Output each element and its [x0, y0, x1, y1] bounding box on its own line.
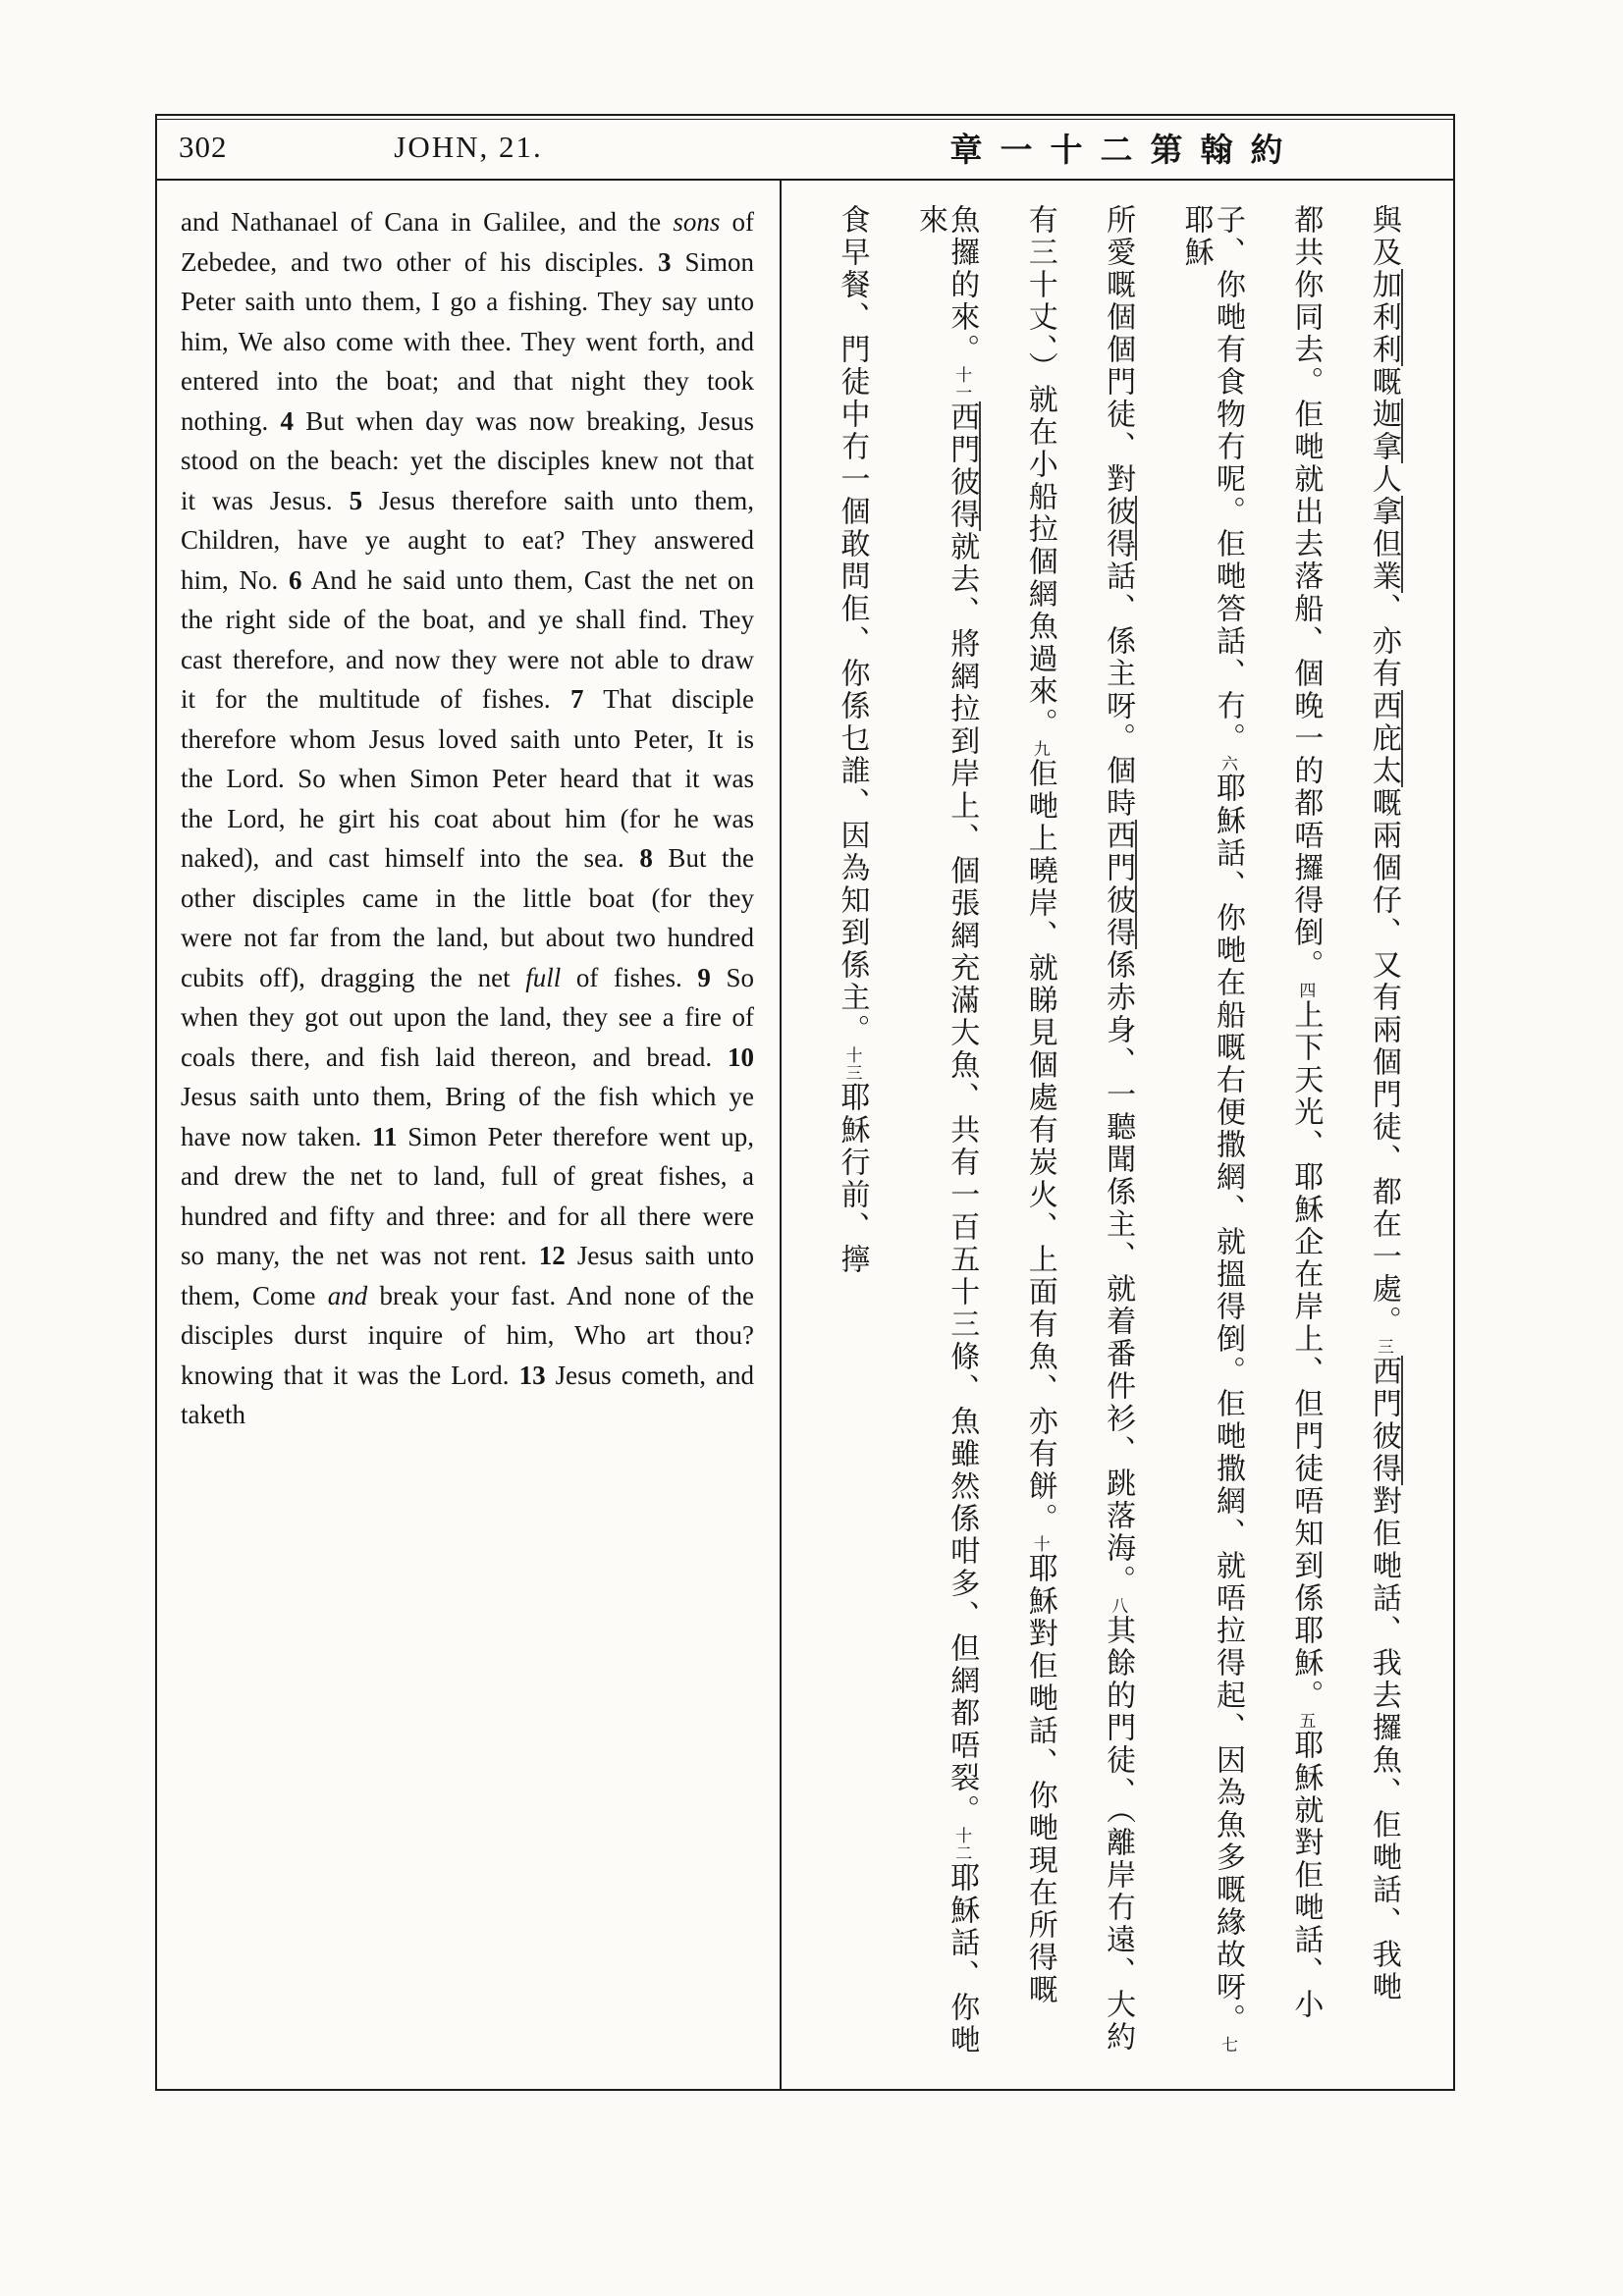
english-column	[157, 181, 780, 2089]
chinese-text-segment: 上下天光、耶穌企在岸上、但門徒唔知到係耶穌。	[1288, 999, 1324, 1712]
chinese-column-2	[1288, 204, 1324, 2071]
english-text-segment: And he said unto them, Cast the net on the right side of the boat, and ye shall find. They cast therefore, and now they were not able to draw it for the multitude of fishes.	[181, 564, 754, 714]
english-text-segment: Jesus therefore saith unto them, Children, have ye aught to eat? They answered him, No.	[181, 485, 754, 595]
chinese-text-segment: 西門彼得	[1101, 820, 1136, 949]
chinese-column-4	[1101, 204, 1136, 2071]
english-text-segment: Simon Peter therefore went up, and drew the net to land, full of great fishes, a hundred and fifty and three: and for all there were so many, the net was not rent.	[181, 1121, 755, 1270]
english-text-segment: But when day was now breaking, Jesus stood on the beach: yet the disciples knew not that it was Jesus.	[181, 405, 754, 515]
chinese-text-segment: 耶穌就對佢哋話、小	[1288, 1730, 1324, 2021]
chinese-text-segment: 七	[1217, 2036, 1237, 2054]
chinese-text-segment: 嘅	[1366, 366, 1401, 399]
header-right	[780, 116, 1453, 179]
chinese-text-segment: 耶穌對佢哋話、你哋現在所得嘅	[1022, 1553, 1057, 2006]
chinese-text-segment: 彼得	[1101, 496, 1136, 561]
chinese-text-segment: 人	[1366, 463, 1401, 496]
english-text-segment: full	[525, 962, 562, 992]
english-text-segment: 8	[639, 843, 653, 873]
english-text	[181, 202, 754, 1435]
english-text-segment: 5	[349, 485, 363, 515]
chinese-columns	[780, 181, 1453, 2089]
chinese-text-segment: 就去、將網拉到岸上、個張網充滿大魚、共有一百五十三條、魚雖然係咁多、但網都唔裂。	[945, 531, 980, 1827]
chinese-text-segment: 西庇太	[1366, 690, 1401, 787]
english-text-segment: Jesus saith unto them, Come	[181, 1241, 754, 1310]
chinese-text-segment: 有三十丈、）就在小船拉個網魚過來。	[1022, 204, 1057, 740]
chinese-text-segment: 西門彼得	[1366, 1356, 1401, 1485]
chinese-column-3	[1179, 204, 1243, 2071]
chinese-text-segment: 魚攞的來。	[945, 204, 980, 366]
chinese-column-5	[1023, 204, 1055, 2071]
chinese-text-segment: 話、係主呀。個時	[1101, 561, 1136, 820]
english-text-segment: 12	[538, 1241, 566, 1270]
chinese-text-segment: 與及	[1366, 204, 1401, 269]
english-text-segment: That disciple therefore whom Jesus loved saith unto Peter, It is the Lord. So when Simon Peter heard that it was the Lord, he girt his coat about him (for he was naked), and cast himself into the sea.	[181, 684, 754, 873]
header-title-english: JOHN, 21.	[394, 130, 543, 164]
english-text-segment: sons	[673, 207, 721, 237]
english-text-segment: So when they got out upon the land, they see a fire of coals there, and fish laid thereon, and bread.	[181, 962, 754, 1072]
chinese-text-segment: 八	[1108, 1597, 1128, 1615]
english-text-segment: 11	[372, 1121, 398, 1151]
page-number: 302	[179, 130, 228, 164]
chinese-text-segment: 對佢哋話、我去攞魚、佢哋話、我哋	[1366, 1485, 1401, 2003]
english-text-segment: 9	[697, 962, 711, 992]
english-text-segment: 10	[728, 1041, 754, 1072]
chinese-text-segment: 耶穌話、你哋來	[912, 204, 980, 2056]
chinese-text-segment: 食早餐、門徒中冇一個敢問佢、你係乜誰、因為知到係主。	[835, 204, 870, 1046]
page-frame	[155, 114, 1455, 2091]
chinese-text-segment: 加利利	[1366, 269, 1401, 366]
chinese-text-segment: 耶穌行前、擰	[835, 1082, 870, 1276]
english-text-segment: Simon Peter saith unto them, I go a fishing. They say unto him, We also come with thee. They went forth, and entered into the boat; and that night they took nothing.	[181, 246, 754, 436]
english-text-segment: 6	[289, 564, 302, 595]
english-text-segment: break your fast. And none of the disciples durst inquire of him, Who art thou? knowing that it was the Lord.	[181, 1280, 754, 1390]
chinese-text-segment: 十三	[841, 1046, 862, 1082]
chinese-text-segment: 十二	[951, 1827, 972, 1862]
chinese-text-segment: 四	[1295, 982, 1316, 999]
chinese-text-segment: 佢哋上曉岸、就睇見個處有炭火、上面有魚、亦有餅。	[1022, 758, 1057, 1535]
chinese-text-segment: 十	[1029, 1535, 1050, 1553]
chinese-text-segment: 六	[1217, 755, 1237, 773]
chinese-text-segment: 迦拿	[1366, 399, 1401, 463]
page-header	[157, 116, 1453, 181]
english-text-segment: of Zebedee, and two other of his disciples.	[181, 207, 754, 277]
chinese-text-segment: 耶穌話、你哋在船嘅右便撒網、就搵得倒。佢哋撒網、就唔拉得起、因為魚多嘅緣故呀。	[1210, 773, 1245, 2036]
english-text-segment: Jesus saith unto them, Bring of the fish which ye have now taken.	[181, 1082, 754, 1151]
english-text-segment: and Nathanael of Cana in Galilee, and the	[181, 207, 674, 237]
chinese-text-segment: 子、你哋有食物冇呢。佢哋答話、冇。	[1210, 204, 1245, 755]
chinese-text-segment: 十一	[951, 366, 972, 401]
chinese-text-segment: 、亦有	[1366, 593, 1401, 690]
english-text-segment: 7	[569, 684, 584, 714]
header-title-chinese: 章一十二第翰約	[949, 130, 1301, 169]
chinese-text-segment: 嘅兩個仔、又有兩個門徒、都在一處。	[1366, 787, 1401, 1338]
chinese-text-segment: 九	[1029, 740, 1050, 758]
chinese-text-segment: 其餘的門徒、（離岸冇遠、大約	[1101, 1615, 1136, 2054]
page-body	[157, 181, 1453, 2089]
chinese-text-segment: 耶穌	[1178, 204, 1214, 269]
chinese-column-7	[835, 204, 870, 2071]
chinese-text-segment: 西門彼得	[945, 401, 980, 531]
chinese-text-segment: 三	[1373, 1338, 1393, 1356]
english-text-segment: 13	[518, 1360, 546, 1390]
chinese-text-segment: 五	[1295, 1712, 1316, 1730]
english-text-segment: But the other disciples came in the little boat (for they were not far from the land, but about two hundred cubits off), dragging the net	[181, 843, 754, 992]
chinese-text-segment: 係赤身、一聽聞係主、就着番件衫、跳落海。	[1101, 949, 1136, 1597]
english-text-segment: and	[327, 1280, 368, 1310]
english-text-segment: of fishes.	[561, 962, 698, 992]
chinese-text-segment: 拿但業	[1366, 496, 1401, 593]
chinese-column-6	[912, 204, 980, 2071]
english-text-segment: 3	[658, 246, 672, 277]
header-left	[157, 116, 780, 179]
chinese-text-segment: 所愛嘅個個門徒、對	[1101, 204, 1136, 496]
english-text-segment: 4	[280, 405, 295, 436]
chinese-column-1	[1366, 204, 1401, 2071]
english-text-segment: Jesus cometh, and taketh	[181, 1360, 754, 1429]
chinese-text-segment: 都共你同去。佢哋就出去落船、個晚一的都唔攞得倒。	[1288, 204, 1324, 982]
